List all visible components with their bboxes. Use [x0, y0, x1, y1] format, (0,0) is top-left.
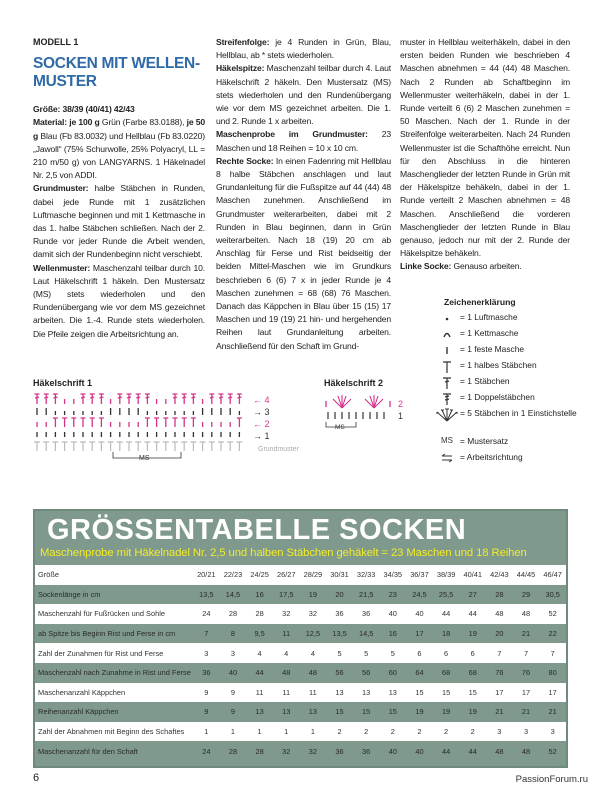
- table-cell: 26/27: [273, 565, 300, 585]
- base-stitch: [71, 442, 77, 451]
- base-stitch: [190, 442, 196, 451]
- table-cell: 36: [353, 604, 380, 624]
- table-cell: 6: [406, 643, 433, 663]
- row-label: Reihenanzahl Käppchen: [35, 702, 193, 722]
- base-pattern-label: Grundmuster: [258, 446, 299, 453]
- row4-stitch: [117, 394, 122, 404]
- paragraph-text: Grün (Farbe 83.0188),: [99, 117, 187, 128]
- table-cell: 3: [220, 643, 247, 663]
- base-stitch: [227, 442, 233, 451]
- base-stitch: [172, 442, 178, 451]
- direction-arrows-icon: [434, 452, 460, 464]
- table-cell: 7: [486, 643, 513, 663]
- diagram2-title: Häkelschrift 2: [324, 378, 384, 388]
- table-cell: 1: [246, 722, 273, 742]
- row-label: Maschenanzahl für den Schaft: [35, 741, 193, 761]
- paragraph: [400, 260, 570, 273]
- table-cell: 3: [513, 722, 540, 742]
- table-row: [35, 604, 566, 624]
- base-stitch: [154, 442, 160, 451]
- table-cell: 15: [459, 683, 486, 703]
- paragraph: [216, 128, 391, 154]
- row2-stitch: [145, 418, 150, 427]
- legend-title: Zeichenerklärung: [444, 297, 516, 307]
- table-cell: 17: [406, 624, 433, 644]
- base-stitch: [200, 442, 206, 451]
- legend-item: [434, 328, 577, 344]
- table-cell: 24: [193, 604, 220, 624]
- row4-stitch: [237, 394, 242, 404]
- table-cell: 46/47: [539, 565, 566, 585]
- table-cell: 40: [379, 604, 406, 624]
- table-cell: 28: [246, 741, 273, 761]
- table-cell: 11: [273, 624, 300, 644]
- table-cell: 11: [273, 683, 300, 703]
- table-cell: 29: [513, 585, 540, 605]
- table-cell: 48: [486, 604, 513, 624]
- table-cell: 44/45: [513, 565, 540, 585]
- table-cell: 7: [539, 643, 566, 663]
- legend-item: [434, 392, 577, 408]
- table-cell: 28: [486, 585, 513, 605]
- table-cell: 28: [220, 741, 247, 761]
- row2-stitch: [53, 418, 58, 427]
- table-cell: 36: [193, 663, 220, 683]
- table-cell: 17: [539, 683, 566, 703]
- row-label: Maschenanzahl Käppchen: [35, 683, 193, 703]
- table-cell: 44: [433, 604, 460, 624]
- paragraph: [216, 36, 391, 62]
- table-row: [35, 663, 566, 683]
- table-cell: 44: [246, 663, 273, 683]
- shell-stitch: [365, 395, 383, 408]
- legend-label: = Mustersatz: [460, 436, 509, 446]
- double-crochet-icon: [434, 376, 460, 390]
- column-right: [400, 36, 570, 274]
- column-left: [33, 36, 205, 341]
- row4-stitch: [35, 394, 40, 404]
- row2-stitch: [71, 418, 76, 427]
- table-cell: 13: [300, 702, 327, 722]
- legend-item: [434, 452, 577, 468]
- base-stitch: [209, 442, 215, 451]
- pattern-repeat-label: MS: [335, 424, 345, 431]
- base-stitch: [52, 442, 58, 451]
- table-cell: 32: [273, 604, 300, 624]
- table-cell: 15: [326, 702, 353, 722]
- paragraph-heading: Maschenprobe im Grundmuster:: [216, 129, 368, 140]
- table-cell: 1: [273, 722, 300, 742]
- paragraph: [400, 36, 570, 260]
- table-cell: 24: [193, 741, 220, 761]
- crochet-chart-1: [33, 392, 299, 462]
- row-label: ab Spitze bis Beginn Rist und Ferse in cm: [35, 624, 193, 644]
- table-row: [35, 741, 566, 761]
- legend-item: [434, 436, 577, 452]
- crochet-chart-2: [324, 392, 414, 442]
- table-cell: 9: [220, 683, 247, 703]
- base-stitch: [80, 442, 86, 451]
- paragraph-heading: Wellenmuster:: [33, 262, 91, 273]
- paragraph: [216, 62, 391, 128]
- base-stitch: [62, 442, 68, 451]
- table-cell: 76: [486, 663, 513, 683]
- table-cell: 9: [193, 702, 220, 722]
- table-cell: 3: [193, 643, 220, 663]
- table-cell: 36: [353, 741, 380, 761]
- paragraph: [33, 116, 205, 182]
- table-cell: 44: [459, 741, 486, 761]
- table-cell: 56: [353, 663, 380, 683]
- table-cell: 1: [193, 722, 220, 742]
- row2-stitch: [62, 418, 67, 427]
- row2-stitch: [173, 418, 178, 427]
- table-cell: 20: [486, 624, 513, 644]
- table-cell: 13: [246, 702, 273, 722]
- paragraph-text: Blau (Fb 83.0032) und Hellblau (Fb 83.0220) „Jawoll“ (75% Schurwolle, 25% Polyacryl, LL = 210 m/50 g) von LANGYARNS. 1 Häkelnadel Nr. 2,5 von ADDI.: [33, 130, 205, 181]
- table-cell: 17,5: [273, 585, 300, 605]
- table-cell: 13: [353, 683, 380, 703]
- row2-stitch: [237, 418, 242, 427]
- legend-item: [434, 408, 577, 436]
- row4-stitch: [191, 394, 196, 404]
- table-cell: 16: [246, 585, 273, 605]
- size-table: [33, 509, 568, 768]
- single-crochet-icon: [434, 344, 460, 356]
- site-watermark: PassionForum.ru: [515, 774, 588, 785]
- row4-stitch: [209, 394, 214, 404]
- pattern-repeat-label: MS: [139, 455, 150, 462]
- row4-stitch: [44, 394, 49, 404]
- legend-item: [434, 360, 577, 376]
- paragraph: [33, 103, 205, 116]
- table-cell: 13: [379, 683, 406, 703]
- treble-crochet-icon: [434, 392, 460, 406]
- row-label: Sockenlänge in cm: [35, 585, 193, 605]
- row2-stitch: [90, 418, 95, 427]
- table-cell: 22/23: [220, 565, 247, 585]
- paragraph-text: In einen Fadenring mit Hellblau 8 halbe Stäbchen anschlagen und laut Grundanleitung für die Fußspitze auf 44 (44) 48 Maschen zunehmen. Anschließend im Grundmuster weiterarbeiten, dabei mit 2 Runden in Blau beginnen, dann in Grün weiterarbeiten. Nach 18 (19) 20 cm ab Anschlag für Ferse und Rist beidseitig der beiden Mittel-Maschen wie im Grundkurs beschrieben 6 (6) 7 x in jeder Runde je 4 Maschen zunehmen = 68 (68) 76 Maschen. Danach das Käppchen in Blau über 15 (15) 17 Maschen und 19 (19) 21 hin- und hergehenden Reihen laut Grundanleitung arbeiten. Anschließend für den Schaft im Grund-: [216, 155, 391, 351]
- table-row: [35, 624, 566, 644]
- table-cell: 1: [300, 722, 327, 742]
- table-row: [35, 683, 566, 703]
- table-cell: 44: [433, 741, 460, 761]
- table-cell: 14,5: [353, 624, 380, 644]
- table-cell: 30/31: [326, 565, 353, 585]
- row4-stitch: [173, 394, 178, 404]
- row4-stitch: [90, 394, 95, 404]
- paragraph-heading: je 50 g: [33, 117, 205, 141]
- legend-label: = Arbeitsrichtung: [460, 452, 523, 462]
- table-cell: 28/29: [300, 565, 327, 585]
- half-double-crochet-icon: [434, 360, 460, 374]
- table-cell: 11: [300, 683, 327, 703]
- row4-stitch: [219, 394, 224, 404]
- table-cell: 36/37: [406, 565, 433, 585]
- table-cell: 19: [459, 624, 486, 644]
- table-cell: 15: [379, 702, 406, 722]
- row4-stitch: [182, 394, 187, 404]
- legend-item: [434, 344, 577, 360]
- table-cell: 11: [246, 683, 273, 703]
- paragraph-heading: Linke Socke:: [400, 261, 452, 272]
- table-cell: 8: [220, 624, 247, 644]
- legend-label: = 1 feste Masche: [460, 344, 525, 354]
- shell-stitch: [333, 395, 351, 408]
- table-cell: 32/33: [353, 565, 380, 585]
- table-cell: 21: [486, 702, 513, 722]
- base-stitch: [34, 442, 40, 451]
- table-cell: 52: [539, 741, 566, 761]
- table-cell: 21,5: [353, 585, 380, 605]
- table-cell: 16: [379, 624, 406, 644]
- table-cell: 19: [300, 585, 327, 605]
- table-cell: 36: [326, 604, 353, 624]
- row-label: Zahl der Zunahmen für Rist und Ferse: [35, 643, 193, 663]
- row-label: Maschenzahl nach Zunahme in Rist und Ferse: [35, 663, 193, 683]
- paragraph-heading: Material: je 100 g: [33, 117, 100, 128]
- row4-stitch: [81, 394, 86, 404]
- row4-stitch: [145, 394, 150, 404]
- table-cell: 3: [539, 722, 566, 742]
- table-cell: 15: [353, 702, 380, 722]
- legend-label: = 1 Doppelstäbchen: [460, 392, 535, 402]
- table-cell: 9: [193, 683, 220, 703]
- row4-stitch: [136, 394, 141, 404]
- table-cell: 32: [300, 604, 327, 624]
- row4-stitch: [127, 394, 132, 404]
- paragraph-text: Maschenzahl teilbar durch 10. Laut Häkelschrift 1 häkeln. Den Mustersatz (MS) stets wiederholen und den Rundenübergang wie vor dem MS gezeichnet arbeiten. Die 1.-4. Runde stets wiederholen. Die Pfeile zeigen die Arbeitsrichtung an.: [33, 262, 205, 339]
- table-cell: 68: [459, 663, 486, 683]
- column-middle: [216, 36, 391, 353]
- row4-stitch: [99, 394, 104, 404]
- ms-text: MS: [441, 436, 453, 445]
- paragraph-heading: Größe: 38/39 (40/41) 42/43: [33, 104, 135, 115]
- row-arrow-label: ← 2: [253, 419, 270, 429]
- legend-label: = 5 Stäbchen in 1 Einstichstelle: [460, 408, 577, 418]
- table-cell: 9,5: [246, 624, 273, 644]
- table-cell: 40/41: [459, 565, 486, 585]
- table-cell: 34/35: [379, 565, 406, 585]
- table-cell: 28: [220, 604, 247, 624]
- row2-stitch: [99, 418, 104, 427]
- slip-stitch-icon: [434, 328, 460, 340]
- base-stitch: [89, 442, 95, 451]
- row-label: Maschenzahl für Fußrücken und Sohle: [35, 604, 193, 624]
- model-label: MODELL 1: [33, 37, 79, 47]
- base-stitch: [108, 442, 114, 451]
- table-cell: 12,5: [300, 624, 327, 644]
- table-cell: 1: [220, 722, 247, 742]
- table-cell: 36: [326, 741, 353, 761]
- table-cell: 2: [326, 722, 353, 742]
- table-cell: 64: [406, 663, 433, 683]
- row2-stitch: [163, 418, 168, 427]
- table-cell: 3: [486, 722, 513, 742]
- table-cell: 48: [273, 663, 300, 683]
- base-stitch: [117, 442, 123, 451]
- table-cell: 2: [433, 722, 460, 742]
- row-label: Zahl der Abnahmen mit Beginn des Schaftes: [35, 722, 193, 742]
- table-cell: 13: [273, 702, 300, 722]
- row2-stitch: [81, 418, 86, 427]
- paragraph-text: Genauso arbeiten.: [451, 261, 522, 272]
- table-cell: 2: [353, 722, 380, 742]
- table-row: [35, 722, 566, 742]
- table-title: GRÖSSENTABELLE SOCKEN: [47, 514, 467, 546]
- table-cell: 13: [326, 683, 353, 703]
- paragraph-text: Maschenzahl teilbar durch 4. Laut Häkelschrift 2 häkeln. Den Mustersatz (MS) stets wiederholen und den Rundenübergang wie vor dem MS gezeichnet arbeiten. Die 1. und 2. Runde 1 x arbeiten.: [216, 63, 391, 127]
- page-title: SOCKEN MIT WELLEN-MUSTER: [33, 55, 200, 91]
- table-row: [35, 702, 566, 722]
- table-cell: 56: [326, 663, 353, 683]
- table-cell: 6: [433, 643, 460, 663]
- table-cell: 5: [379, 643, 406, 663]
- table-cell: 68: [433, 663, 460, 683]
- chain-stitch-icon: [434, 312, 460, 324]
- legend-label: = 1 halbes Stäbchen: [460, 360, 537, 370]
- table-cell: 60: [379, 663, 406, 683]
- legend-label: = 1 Luftmasche: [460, 312, 518, 322]
- table-cell: 4: [300, 643, 327, 663]
- table-cell: 44: [459, 604, 486, 624]
- table-cell: 5: [353, 643, 380, 663]
- table-cell: 15: [433, 683, 460, 703]
- table-cell: 40: [220, 663, 247, 683]
- legend-item: [434, 312, 577, 328]
- table-row: [35, 565, 566, 585]
- base-stitch: [181, 442, 187, 451]
- row-arrow-label: → 3: [253, 407, 270, 417]
- table-cell: 22: [539, 624, 566, 644]
- paragraph-text: 23 Maschen und 18 Reihen = 10 x 10 cm.: [216, 129, 392, 153]
- table-cell: 4: [246, 643, 273, 663]
- table-cell: 20: [326, 585, 353, 605]
- table-cell: 24/25: [246, 565, 273, 585]
- table-cell: 21: [539, 702, 566, 722]
- row2-stitch: [182, 418, 187, 427]
- table-cell: 6: [459, 643, 486, 663]
- table-cell: 32: [300, 741, 327, 761]
- table-cell: 13,5: [326, 624, 353, 644]
- page-number: 6: [33, 772, 40, 784]
- base-stitch: [126, 442, 132, 451]
- table-cell: 38/39: [433, 565, 460, 585]
- row-label: Größe: [35, 565, 193, 585]
- table-subtitle: Maschenprobe mit Häkelnadel Nr. 2,5 und halben Stäbchen gehäkelt = 23 Maschen und 18 Reihen: [40, 547, 527, 559]
- table-cell: 21: [513, 624, 540, 644]
- table-cell: 18: [433, 624, 460, 644]
- table-cell: 19: [433, 702, 460, 722]
- legend-item: [434, 376, 577, 392]
- table-cell: 25,5: [433, 585, 460, 605]
- paragraph-heading: Grundmuster:: [33, 183, 89, 194]
- table-cell: 23: [379, 585, 406, 605]
- table-cell: 19: [459, 702, 486, 722]
- base-stitch: [218, 442, 224, 451]
- table-cell: 5: [326, 643, 353, 663]
- diagram1-title: Häkelschrift 1: [33, 378, 93, 388]
- row2-stitch: [191, 418, 196, 427]
- base-stitch: [236, 442, 242, 451]
- table-cell: 48: [486, 741, 513, 761]
- table-row: [35, 643, 566, 663]
- table-cell: 32: [273, 741, 300, 761]
- row4-stitch: [53, 394, 58, 404]
- base-stitch: [43, 442, 49, 451]
- paragraph-heading: Häkelspitze:: [216, 63, 265, 74]
- table-cell: 52: [539, 604, 566, 624]
- shell-stitch-icon: [434, 408, 460, 422]
- symbol-legend: [441, 297, 577, 468]
- paragraph-heading: Rechte Socke:: [216, 155, 274, 166]
- table-cell: 17: [486, 683, 513, 703]
- table-cell: 48: [300, 663, 327, 683]
- row-arrow-label: → 1: [253, 431, 270, 441]
- table-cell: 40: [379, 741, 406, 761]
- table-cell: 76: [513, 663, 540, 683]
- table-cell: 7: [193, 624, 220, 644]
- legend-label: = 1 Stäbchen: [460, 376, 510, 386]
- table-cell: 48: [513, 604, 540, 624]
- table-cell: 80: [539, 663, 566, 683]
- base-stitch: [163, 442, 169, 451]
- table-cell: 14,5: [220, 585, 247, 605]
- row4-stitch: [228, 394, 233, 404]
- table-cell: 7: [513, 643, 540, 663]
- paragraph-heading: Streifenfolge:: [216, 37, 270, 47]
- table-cell: 48: [513, 741, 540, 761]
- table-cell: 2: [459, 722, 486, 742]
- table-cell: 21: [513, 702, 540, 722]
- base-stitch: [144, 442, 150, 451]
- table-cell: 27: [459, 585, 486, 605]
- table-cell: 17: [513, 683, 540, 703]
- paragraph-text: je 4 Runden in Grün, Blau, Hellblau, ab * stets wiederholen.: [216, 37, 391, 61]
- table-cell: 40: [406, 604, 433, 624]
- table-cell: 20/21: [193, 565, 220, 585]
- table-cell: 19: [406, 702, 433, 722]
- table-cell: 24,5: [406, 585, 433, 605]
- base-stitch: [135, 442, 141, 451]
- table-cell: 2: [379, 722, 406, 742]
- paragraph-text: muster in Hellblau weiterhäkeln, dabei in den ersten beiden Runden wie beschrieben 4 Maschen abnehmen = 44 (44) 48 Maschen. Nach 2 Runden ab Schaftbeginn im Wellenmuster weiterhäkeln, dabei in der 1. Runde verteilt 6 (6) 2 Maschen zunehmen = 50 Maschen. Nach der 1. Runde in der Streifenfolge weiterarbeiten. Nach 24 Runden Wellenmuster ist die Schafthöhe erreicht. Nun für den Abschluss in die hinteren Maschenglieder der letzten Runde in Grün mit der Häkelspitze behäkeln, dabei in der 1. Runde verteilt 2 Maschen abnehmen = 48 Maschen. Anschließend die vorderen Maschenglieder der letzten Runde in Blau genauso, jedoch nur mit der 2. Runde der Häkelspitze behäkeln.: [400, 37, 570, 259]
- table-cell: 42/43: [486, 565, 513, 585]
- paragraph: [33, 262, 205, 341]
- table-cell: 40: [406, 741, 433, 761]
- row-arrow-label: ← 4: [253, 395, 270, 405]
- table-cell: 15: [406, 683, 433, 703]
- table-cell: 30,5: [539, 585, 566, 605]
- paragraph-text: halbe Stäbchen in Runden, dabei jede Runde mit 1 zusätzlichen Luftmasche beginnen und mit 1 Kettmasche in das 1. halbe Stäbchen schließen. Nach der 2. Runde vor jeder Runde die Arbeit wenden, damit sich der Rundenbeginn nicht verschiebt.: [33, 183, 205, 260]
- paragraph: [216, 155, 391, 353]
- table-cell: 28: [246, 604, 273, 624]
- table-cell: 13,5: [193, 585, 220, 605]
- row-label: 1: [398, 411, 404, 421]
- paragraph: [33, 182, 205, 261]
- row-label: 2: [398, 399, 404, 409]
- table-cell: 2: [406, 722, 433, 742]
- table-cell: 9: [220, 702, 247, 722]
- legend-label: = 1 Kettmasche: [460, 328, 519, 338]
- table-cell: 4: [273, 643, 300, 663]
- table-row: [35, 585, 566, 605]
- row2-stitch: [154, 418, 159, 427]
- base-stitch: [98, 442, 104, 451]
